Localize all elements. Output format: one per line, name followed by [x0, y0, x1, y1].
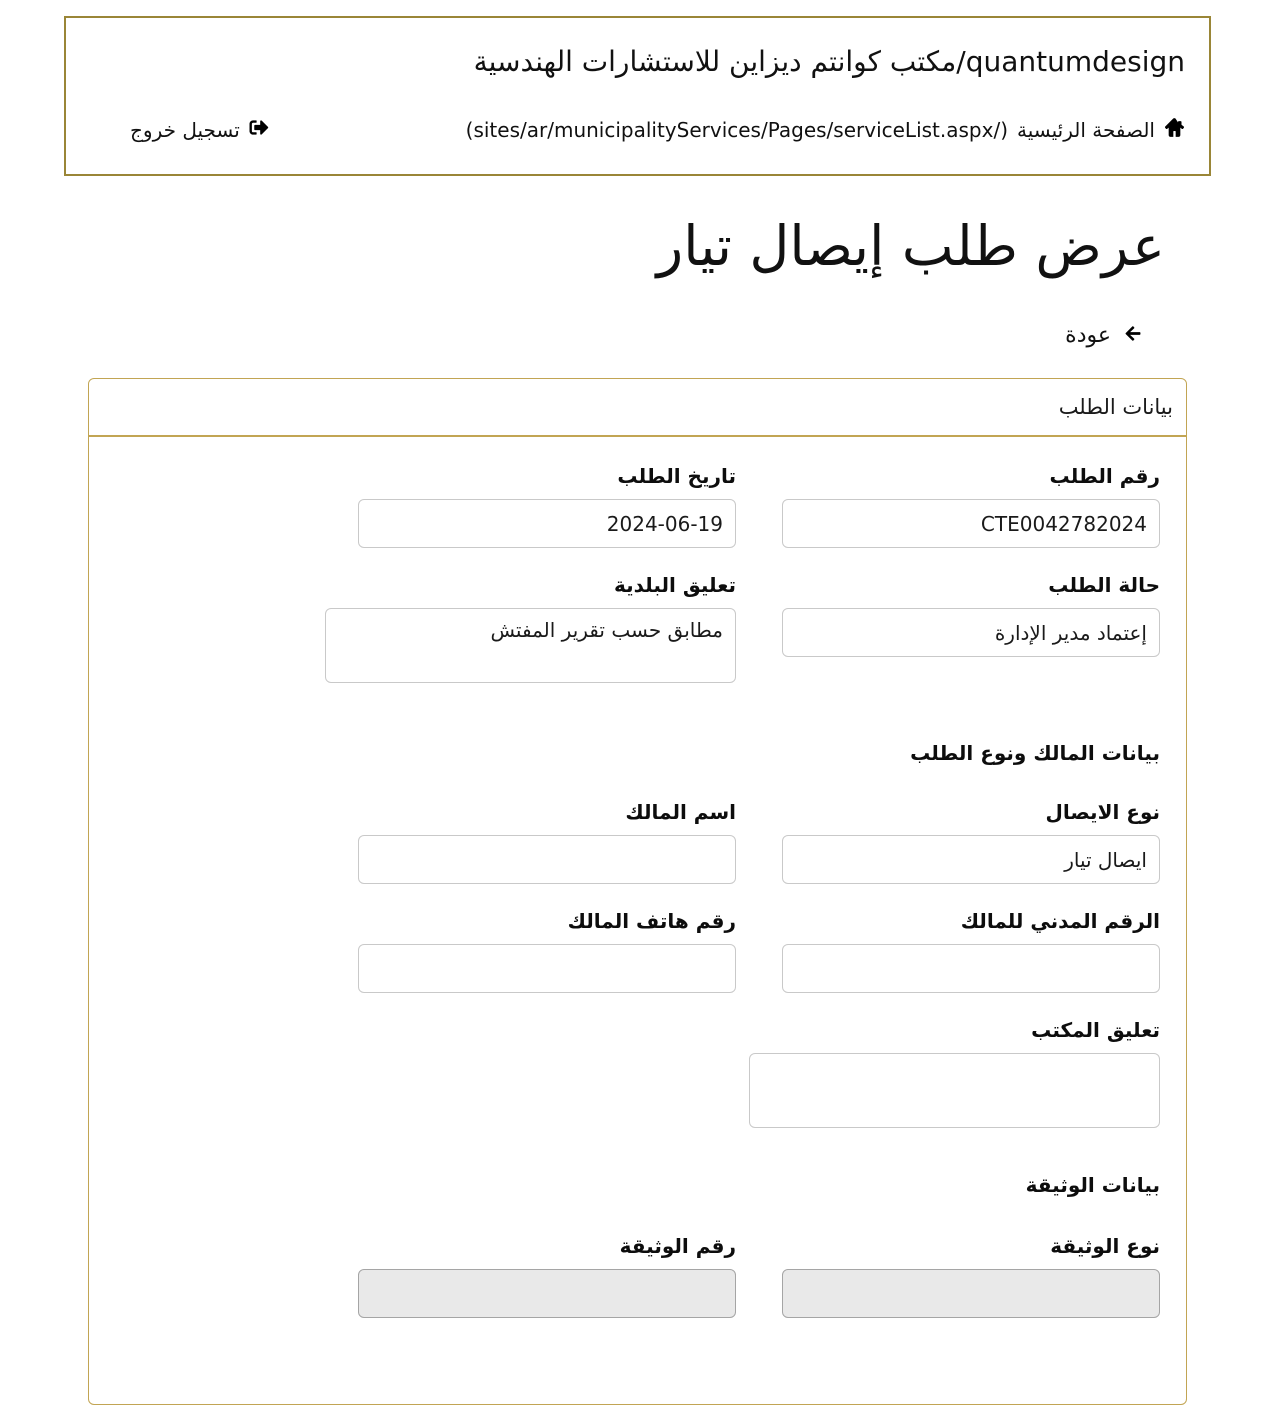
document-type-label: نوع الوثيقة [1050, 1234, 1160, 1259]
back-label: عودة [1065, 323, 1111, 349]
field-request-status [782, 574, 1160, 687]
site-header [64, 16, 1211, 176]
page-title: عرض طلب إيصال تيار [656, 214, 1165, 279]
field-request-number [782, 465, 1160, 548]
field-office-comment [782, 1019, 1160, 1132]
field-document-type [782, 1235, 1160, 1318]
request-status-input[interactable] [782, 608, 1160, 657]
home-icon [1164, 118, 1185, 142]
field-receipt-type [782, 801, 1160, 884]
form-row [115, 1235, 1160, 1318]
logout-link[interactable] [130, 118, 269, 142]
field-owner-name [358, 801, 736, 884]
receipt-type-label: نوع الايصال [1045, 800, 1160, 825]
form-row [115, 465, 1160, 548]
municipality-comment-label: تعليق البلدية [613, 573, 736, 598]
breadcrumb-home-label: الصفحة الرئيسية [1017, 118, 1155, 143]
field-municipality-comment [358, 574, 736, 687]
municipality-comment-textarea[interactable] [325, 608, 736, 683]
form-row [115, 801, 1160, 884]
request-data-panel [88, 378, 1187, 1405]
field-request-date [358, 465, 736, 548]
panel-heading: بيانات الطلب [89, 379, 1186, 437]
request-number-input[interactable] [782, 499, 1160, 548]
field-document-number [358, 1235, 736, 1318]
receipt-type-input[interactable] [782, 835, 1160, 884]
form-row [115, 574, 1160, 687]
breadcrumb-home-link[interactable] [466, 118, 1185, 142]
form-row [115, 1019, 1160, 1132]
request-date-label: تاريخ الطلب [617, 464, 736, 489]
section-owner-title: بيانات المالك ونوع الطلب [910, 741, 1160, 766]
section-document-title: بيانات الوثيقة [1025, 1173, 1160, 1198]
owner-name-input[interactable] [358, 835, 736, 884]
panel-body [89, 437, 1186, 1404]
office-comment-textarea[interactable] [749, 1053, 1160, 1128]
request-date-input[interactable] [358, 499, 736, 548]
document-number-label: رقم الوثيقة [619, 1234, 736, 1259]
logout-label: تسجيل خروج [130, 118, 240, 143]
document-number-input[interactable] [358, 1269, 736, 1318]
sign-out-icon [249, 118, 269, 142]
owner-name-label: اسم المالك [625, 800, 736, 825]
office-title: quantumdesign/مكتب كوانتم ديزاين للاستشارات الهندسية [473, 45, 1185, 78]
breadcrumb-home-url: (sites/ar/municipalityServices/Pages/serviceList.aspx/) [465, 118, 1008, 143]
request-number-label: رقم الطلب [1049, 464, 1160, 489]
header-nav [90, 118, 1185, 142]
owner-civil-id-input[interactable] [782, 944, 1160, 993]
owner-civil-id-label: الرقم المدني للمالك [960, 909, 1160, 934]
field-owner-civil-id [782, 910, 1160, 993]
field-owner-phone [358, 910, 736, 993]
request-status-label: حالة الطلب [1048, 573, 1160, 598]
field-empty [358, 1019, 736, 1132]
form-row [115, 910, 1160, 993]
back-link[interactable] [88, 323, 1187, 348]
office-comment-label: تعليق المكتب [1031, 1018, 1160, 1043]
owner-phone-input[interactable] [358, 944, 736, 993]
back-arrow-icon [1121, 323, 1145, 348]
owner-phone-label: رقم هاتف المالك [567, 909, 736, 934]
document-type-input[interactable] [782, 1269, 1160, 1318]
